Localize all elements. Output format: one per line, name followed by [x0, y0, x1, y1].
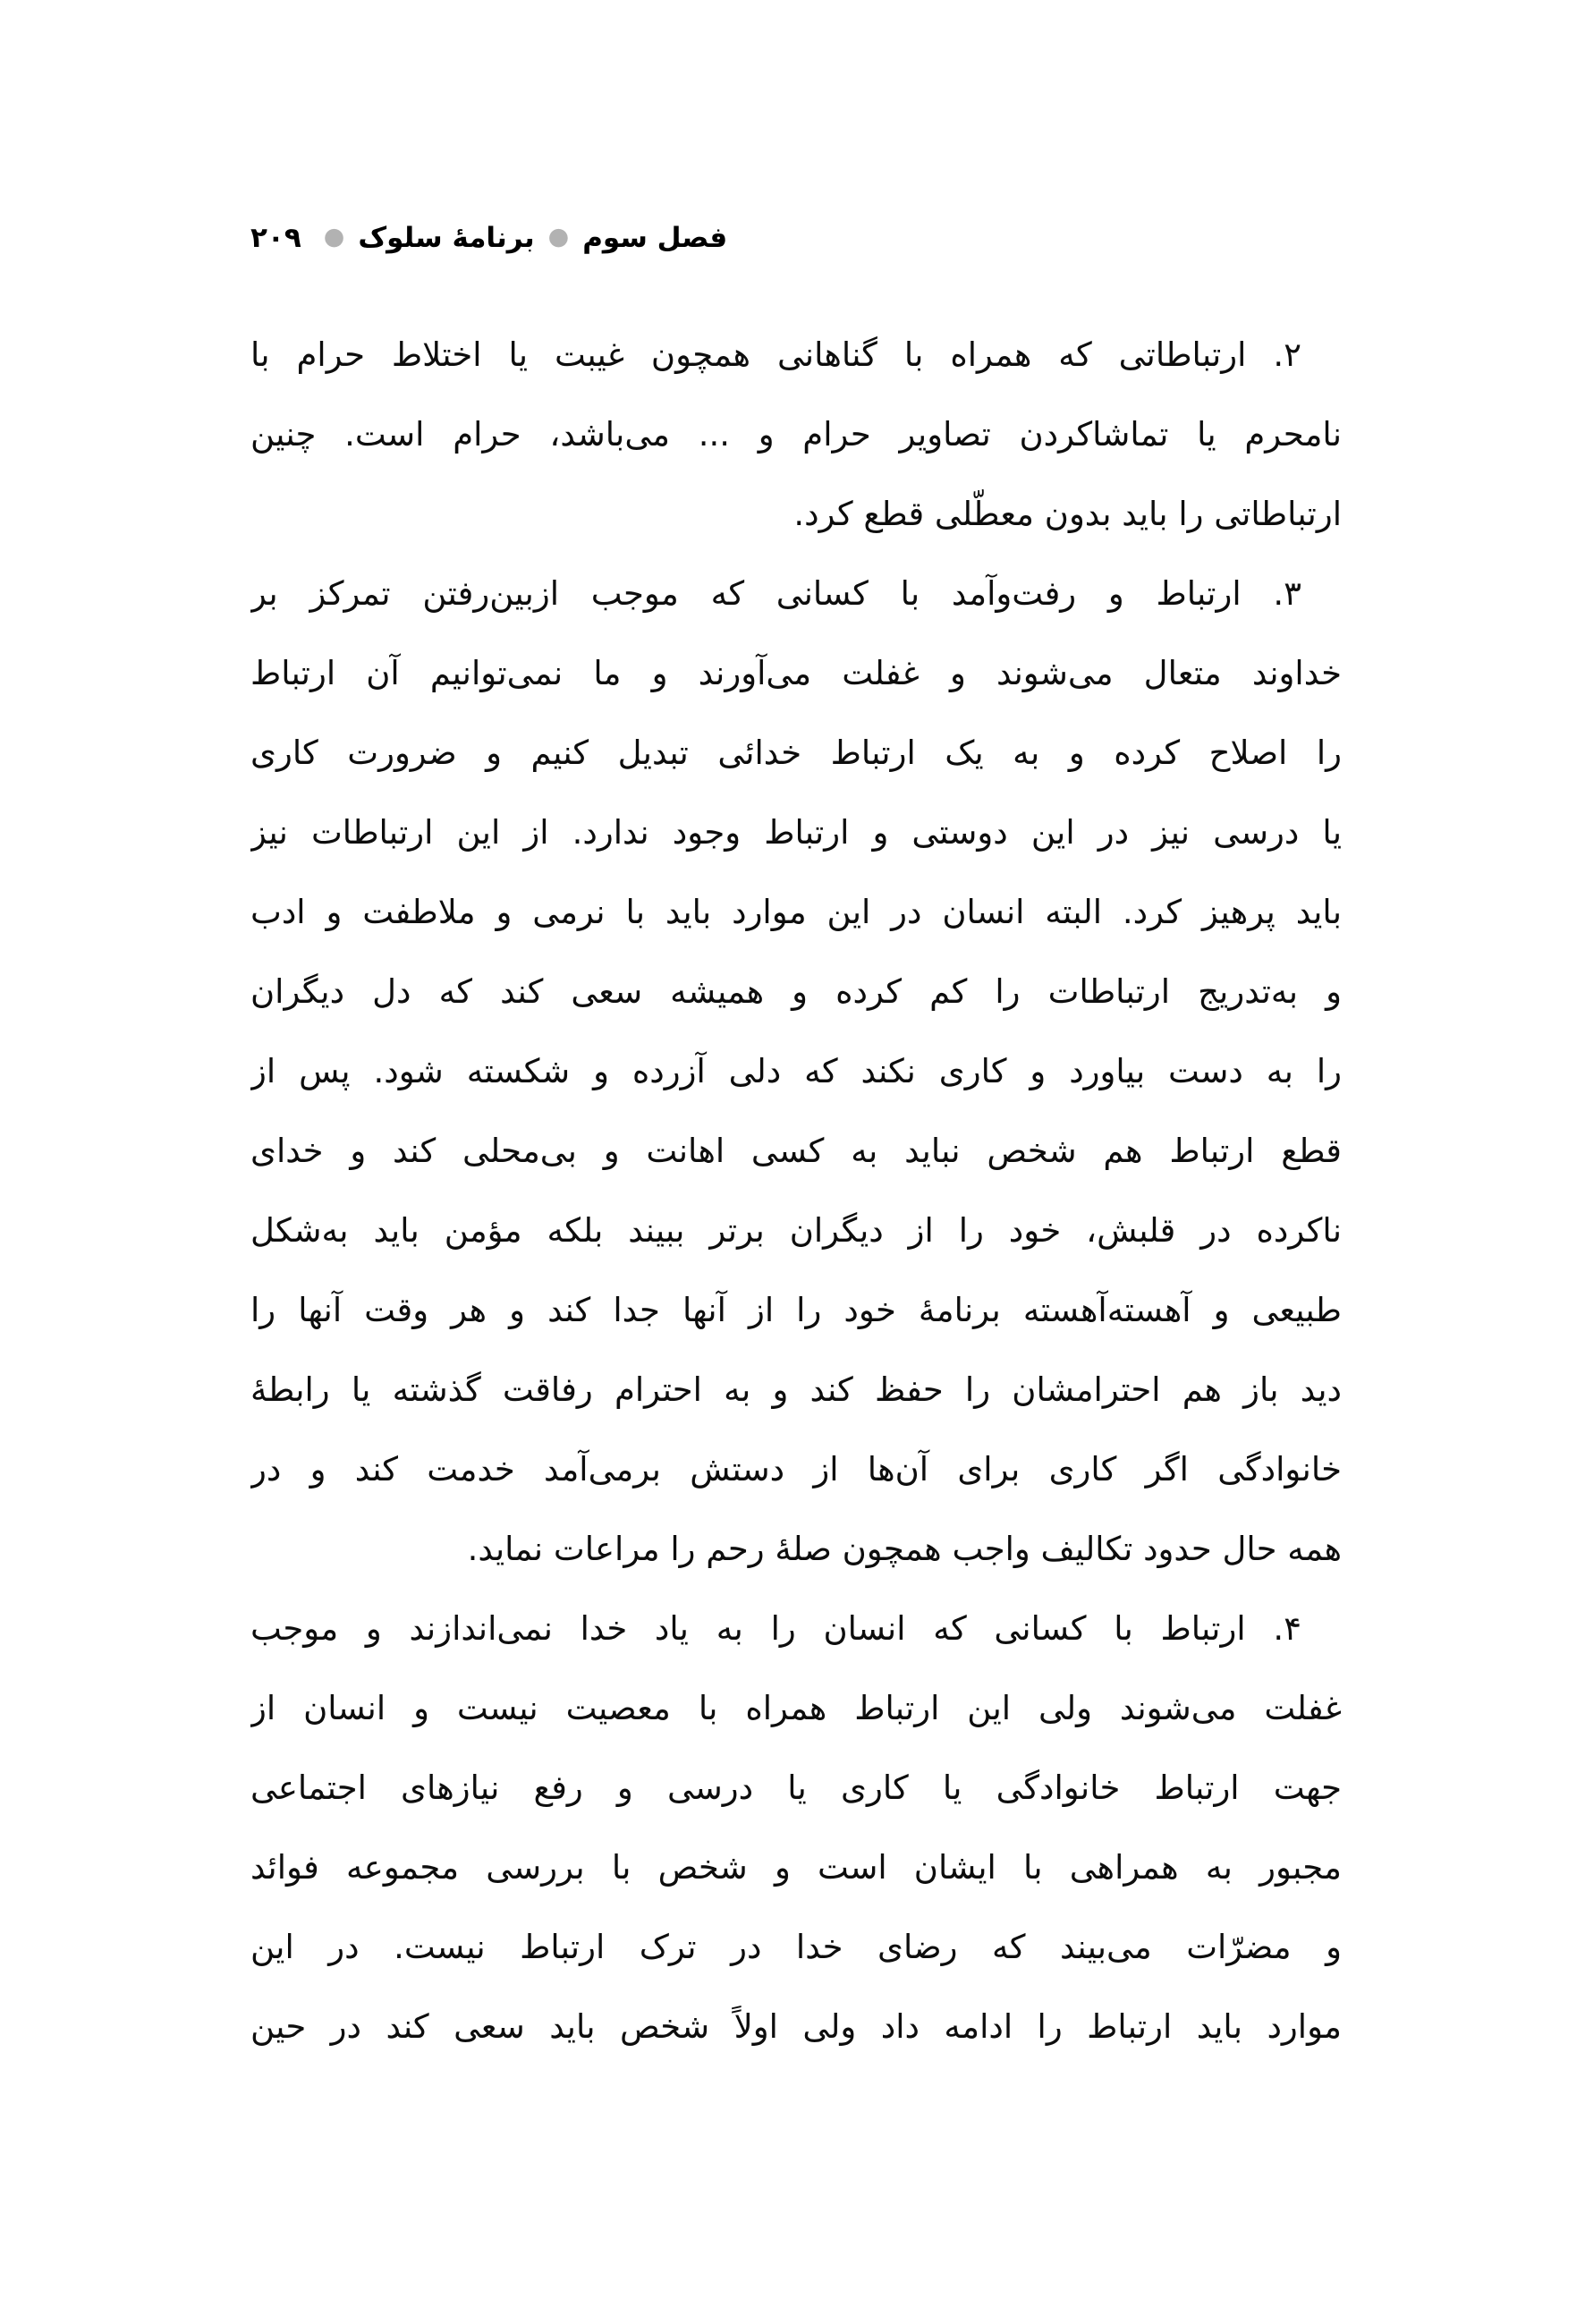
- text-line: قطع ارتباط هم شخص نباید به کسی اهانت و بی‌محلی کند و خدای: [250, 1132, 1342, 1170]
- text-line: خانوادگی اگر کاری برای آن‌ها از دستش برمی‌آمد خدمت کند و در: [250, 1450, 1342, 1489]
- page-header: [250, 222, 1342, 254]
- text-line: همه حال حدود تکالیف واجب همچون صلهٔ رحم را مراعات نماید.: [467, 1530, 1342, 1568]
- text-line: موارد باید ارتباط را ادامه داد ولی اولاً شخص باید سعی کند در حین: [250, 2007, 1342, 2046]
- book-title-label: برنامهٔ سلوک: [358, 222, 535, 254]
- page-number: ۲۰۹: [250, 222, 301, 254]
- text-line: مجبور به همراهی با ایشان است و شخص با بررسی مجموعه فوائد: [250, 1848, 1342, 1887]
- separator-bullet-icon: ●: [547, 223, 570, 250]
- text-line: باید پرهیز کرد. البته انسان در این موارد باید با نرمی و ملاطفت و ادب: [250, 893, 1342, 931]
- text-line: یا درسی نیز در این دوستی و ارتباط وجود ندارد. از این ارتباطات نیز: [250, 813, 1342, 852]
- text-line: ارتباطاتی را باید بدون معطّلی قطع کرد.: [793, 495, 1342, 533]
- text-line: دید باز هم احترامشان را حفظ کند و به احترام رفاقت گذشته یا رابطهٔ: [250, 1370, 1342, 1409]
- text-line: نامحرم یا تماشاکردن تصاویر حرام و ... می‌باشد، حرام است. چنین: [250, 415, 1342, 454]
- text-body: [250, 315, 1342, 2066]
- text-line: ناکرده در قلبش، خود را از دیگران برتر ببیند بلکه مؤمن باید به‌شکل: [250, 1211, 1342, 1250]
- text-line: ۴. ارتباط با کسانی که انسان را به یاد خدا نمی‌اندازند و موجب: [250, 1609, 1301, 1648]
- separator-bullet-icon: ●: [323, 223, 345, 250]
- text-line: خداوند متعال می‌شوند و غفلت می‌آورند و ما نمی‌توانیم آن ارتباط: [250, 654, 1342, 692]
- text-line: ۲. ارتباطاتی که همراه با گناهانی همچون غیبت یا اختلاط حرام با: [250, 335, 1301, 374]
- text-line: غفلت می‌شوند ولی این ارتباط همراه با معصیت نیست و انسان از: [250, 1689, 1342, 1727]
- text-line: را به دست بیاورد و کاری نکند که دلی آزرده و شکسته شود. پس از: [250, 1052, 1342, 1090]
- text-line: ۳. ارتباط و رفت‌وآمد با کسانی که موجب ازبین‌رفتن تمرکز بر: [250, 574, 1301, 613]
- text-line: طبیعی و آهسته‌آهسته برنامهٔ خود را از آنها جدا کند و هر وقت آنها را: [250, 1291, 1342, 1329]
- text-line: و به‌تدریج ارتباطات را کم کرده و همیشه سعی کند که دل دیگران: [250, 972, 1342, 1011]
- text-line: جهت ارتباط خانوادگی یا کاری یا درسی و رفع نیازهای اجتماعی: [250, 1768, 1342, 1807]
- chapter-label: فصل سوم: [582, 222, 728, 254]
- text-line: را اصلاح کرده و به یک ارتباط خدائی تبدیل کنیم و ضرورت کاری: [250, 734, 1342, 772]
- text-line: و مضرّات می‌بیند که رضای خدا در ترک ارتباط نیست. در این: [250, 1928, 1342, 1966]
